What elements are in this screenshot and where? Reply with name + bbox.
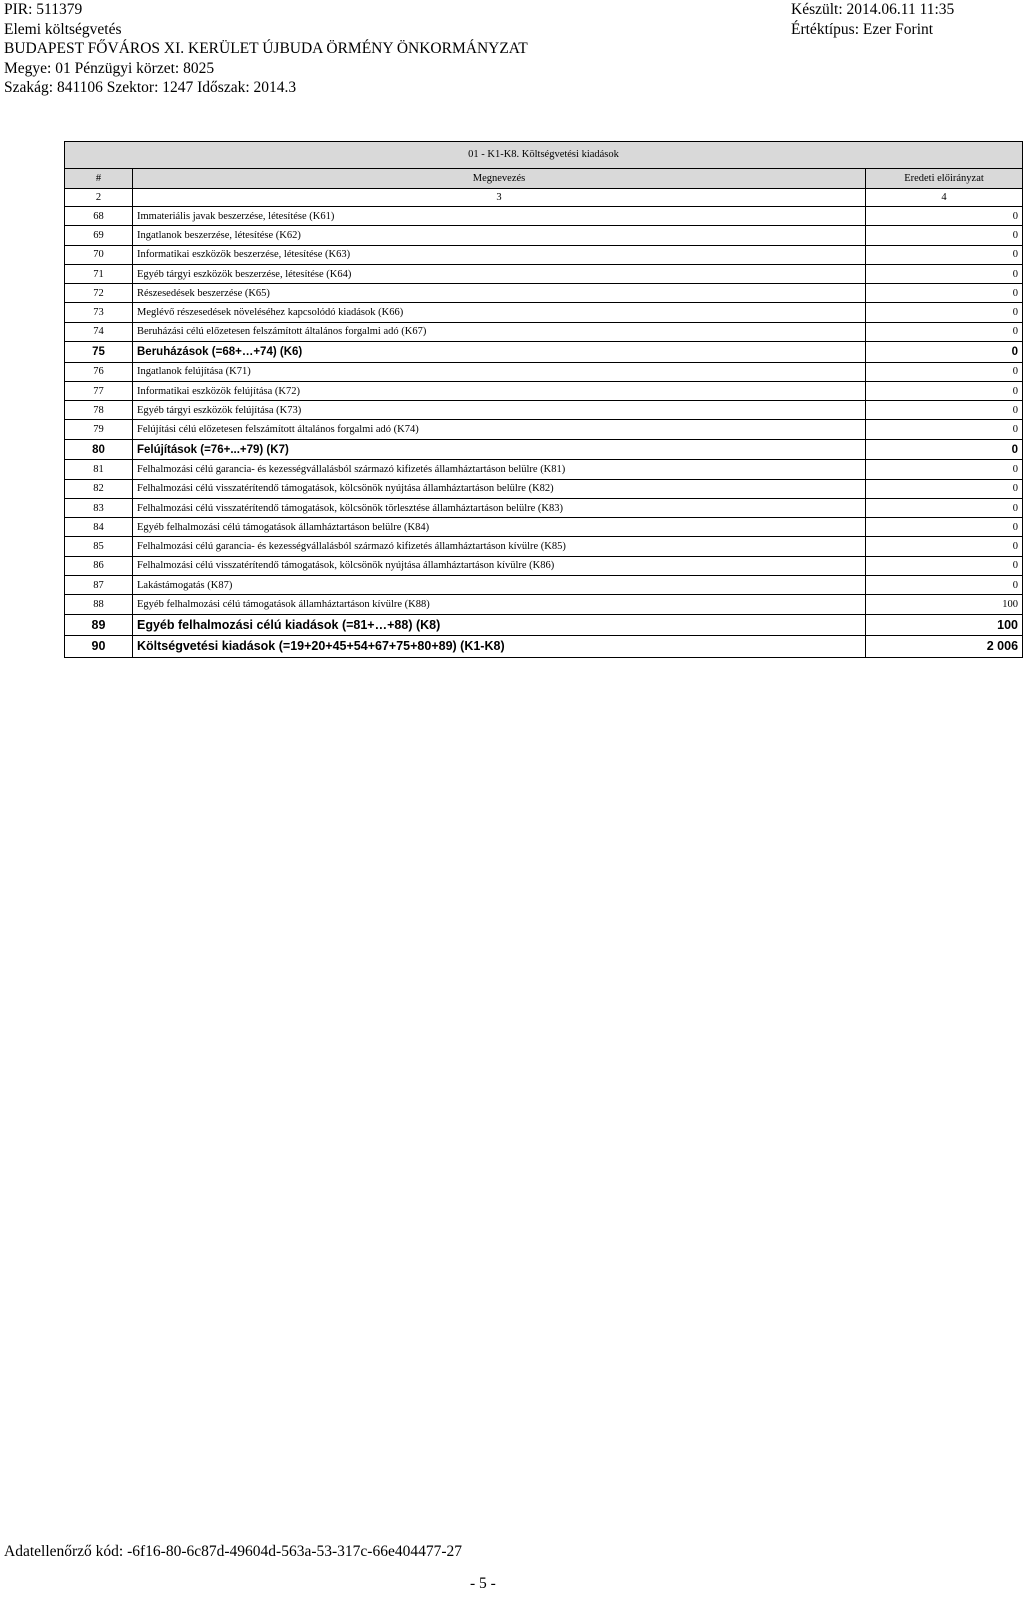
row-label: Egyéb felhalmozási célú támogatások államháztartáson kívülre (K88): [133, 595, 866, 614]
row-number: 82: [65, 479, 133, 498]
row-value: 0: [866, 439, 1023, 460]
row-label: Felújítási célú előzetesen felszámított általános forgalmi adó (K74): [133, 420, 866, 439]
row-number: 79: [65, 420, 133, 439]
row-value: 0: [866, 498, 1023, 517]
row-label: Informatikai eszközök felújítása (K72): [133, 381, 866, 400]
header-left: [4, 0, 528, 98]
row-number: 77: [65, 381, 133, 400]
header-pir: PIR: 511379: [4, 1, 83, 18]
table-row: [65, 498, 1023, 517]
table-row: [65, 439, 1023, 460]
row-label: Immateriális javak beszerzése, létesítése (K61): [133, 207, 866, 226]
row-value: 0: [866, 245, 1023, 264]
row-number: 71: [65, 264, 133, 283]
table-row: [65, 401, 1023, 420]
row-label: Felhalmozási célú visszatérítendő támogatások, kölcsönök nyújtása államháztartáson kívülre (K86): [133, 556, 866, 575]
row-number: 88: [65, 595, 133, 614]
row-number: 68: [65, 207, 133, 226]
row-value: 0: [866, 207, 1023, 226]
column-number-2: 3: [133, 189, 866, 207]
column-number-1: 2: [65, 189, 133, 207]
row-label: Egyéb tárgyi eszközök beszerzése, létesítése (K64): [133, 264, 866, 283]
row-value: 0: [866, 226, 1023, 245]
row-number: 86: [65, 556, 133, 575]
row-value: 100: [866, 614, 1023, 636]
row-value: 0: [866, 576, 1023, 595]
row-value: 0: [866, 303, 1023, 322]
row-number: 69: [65, 226, 133, 245]
row-value: 0: [866, 381, 1023, 400]
row-value: 0: [866, 518, 1023, 537]
row-label: Beruházási célú előzetesen felszámított általános forgalmi adó (K67): [133, 322, 866, 341]
row-number: 70: [65, 245, 133, 264]
header-organization: BUDAPEST FŐVÁROS XI. KERÜLET ÚJBUDA ÖRMÉNY ÖNKORMÁNYZAT: [4, 40, 528, 58]
row-number: 81: [65, 460, 133, 479]
row-number: 83: [65, 498, 133, 517]
table-row: [65, 362, 1023, 381]
row-value: 0: [866, 460, 1023, 479]
row-label: Egyéb tárgyi eszközök felújítása (K73): [133, 401, 866, 420]
table-row: [65, 303, 1023, 322]
row-number: 90: [65, 636, 133, 658]
header-value-type: Értéktípus: Ezer Forint: [791, 20, 934, 38]
row-value: 0: [866, 342, 1023, 363]
table-row: [65, 614, 1023, 636]
row-number: 78: [65, 401, 133, 420]
row-number: 75: [65, 342, 133, 363]
row-label: Részesedések beszerzése (K65): [133, 284, 866, 303]
header-county: Megye: 01 Pénzügyi körzet: 8025: [4, 59, 215, 77]
row-number: 85: [65, 537, 133, 556]
table-row: [65, 207, 1023, 226]
row-label: Felhalmozási célú visszatérítendő támogatások, kölcsönök törlesztése államháztartáson belülre (K83): [133, 498, 866, 517]
column-number-3: 4: [866, 189, 1023, 207]
check-code: Adatellenőrző kód: -6f16-80-6c87d-49604d-563a-53-317c-66e404477-27: [4, 1543, 462, 1560]
table-row: [65, 381, 1023, 400]
table-row: [65, 245, 1023, 264]
table-row: [65, 460, 1023, 479]
table-row: [65, 518, 1023, 537]
column-header-value: Eredeti előirányzat: [866, 169, 1023, 189]
table-row: [65, 322, 1023, 341]
row-value: 100: [866, 595, 1023, 614]
row-value: 0: [866, 401, 1023, 420]
table-row: [65, 264, 1023, 283]
row-number: 89: [65, 614, 133, 636]
table-title: 01 - K1-K8. Költségvetési kiadások: [65, 142, 1023, 169]
row-label: Beruházások (=68+…+74) (K6): [133, 342, 866, 363]
header-sector: Szakág: 841106 Szektor: 1247 Időszak: 2014.3: [4, 79, 297, 97]
row-label: Ingatlanok felújítása (K71): [133, 362, 866, 381]
table-row: [65, 420, 1023, 439]
table-row: [65, 479, 1023, 498]
row-number: 73: [65, 303, 133, 322]
column-number-row: [65, 189, 1023, 207]
row-number: 74: [65, 322, 133, 341]
row-value: 0: [866, 420, 1023, 439]
row-label: Felújítások (=76+...+79) (K7): [133, 439, 866, 460]
column-header-row: [65, 169, 1023, 189]
row-number: 80: [65, 439, 133, 460]
row-label: Egyéb felhalmozási célú kiadások (=81+…+88) (K8): [133, 614, 866, 636]
row-value: 0: [866, 537, 1023, 556]
row-label: Felhalmozási célú garancia- és kezességvállalásból származó kifizetés államháztartáson belülre (K81): [133, 460, 866, 479]
row-label: Felhalmozási célú garancia- és kezességvállalásból származó kifizetés államháztartáson kívülre (K85): [133, 537, 866, 556]
row-number: 87: [65, 576, 133, 595]
row-label: Egyéb felhalmozási célú támogatások államháztartáson belülre (K84): [133, 518, 866, 537]
row-number: 84: [65, 518, 133, 537]
row-number: 76: [65, 362, 133, 381]
table-row: [65, 284, 1023, 303]
row-label: Felhalmozási célú visszatérítendő támogatások, kölcsönök nyújtása államháztartáson belülre (K82): [133, 479, 866, 498]
header-doc-type: Elemi költségvetés: [4, 20, 122, 38]
row-label: Ingatlanok beszerzése, létesítése (K62): [133, 226, 866, 245]
column-header-number: #: [65, 169, 133, 189]
table-row: [65, 636, 1023, 658]
page-number: - 5 -: [470, 1575, 496, 1592]
row-value: 0: [866, 362, 1023, 381]
column-header-name: Megnevezés: [133, 169, 866, 189]
row-value: 0: [866, 264, 1023, 283]
table-row: [65, 556, 1023, 575]
row-number: 72: [65, 284, 133, 303]
row-value: 0: [866, 322, 1023, 341]
row-label: Lakástámogatás (K87): [133, 576, 866, 595]
table-row: [65, 226, 1023, 245]
budget-table: [64, 141, 1023, 658]
row-label: Költségvetési kiadások (=19+20+45+54+67+75+80+89) (K1-K8): [133, 636, 866, 658]
row-value: 2 006: [866, 636, 1023, 658]
row-value: 0: [866, 556, 1023, 575]
header-right: [791, 0, 954, 39]
row-value: 0: [866, 284, 1023, 303]
table-row: [65, 537, 1023, 556]
table-row: [65, 595, 1023, 614]
header-created: Készült: 2014.06.11 11:35: [791, 1, 955, 18]
row-value: 0: [866, 479, 1023, 498]
table-row: [65, 342, 1023, 363]
row-label: Meglévő részesedések növeléséhez kapcsolódó kiadások (K66): [133, 303, 866, 322]
row-label: Informatikai eszközök beszerzése, létesítése (K63): [133, 245, 866, 264]
table-row: [65, 576, 1023, 595]
